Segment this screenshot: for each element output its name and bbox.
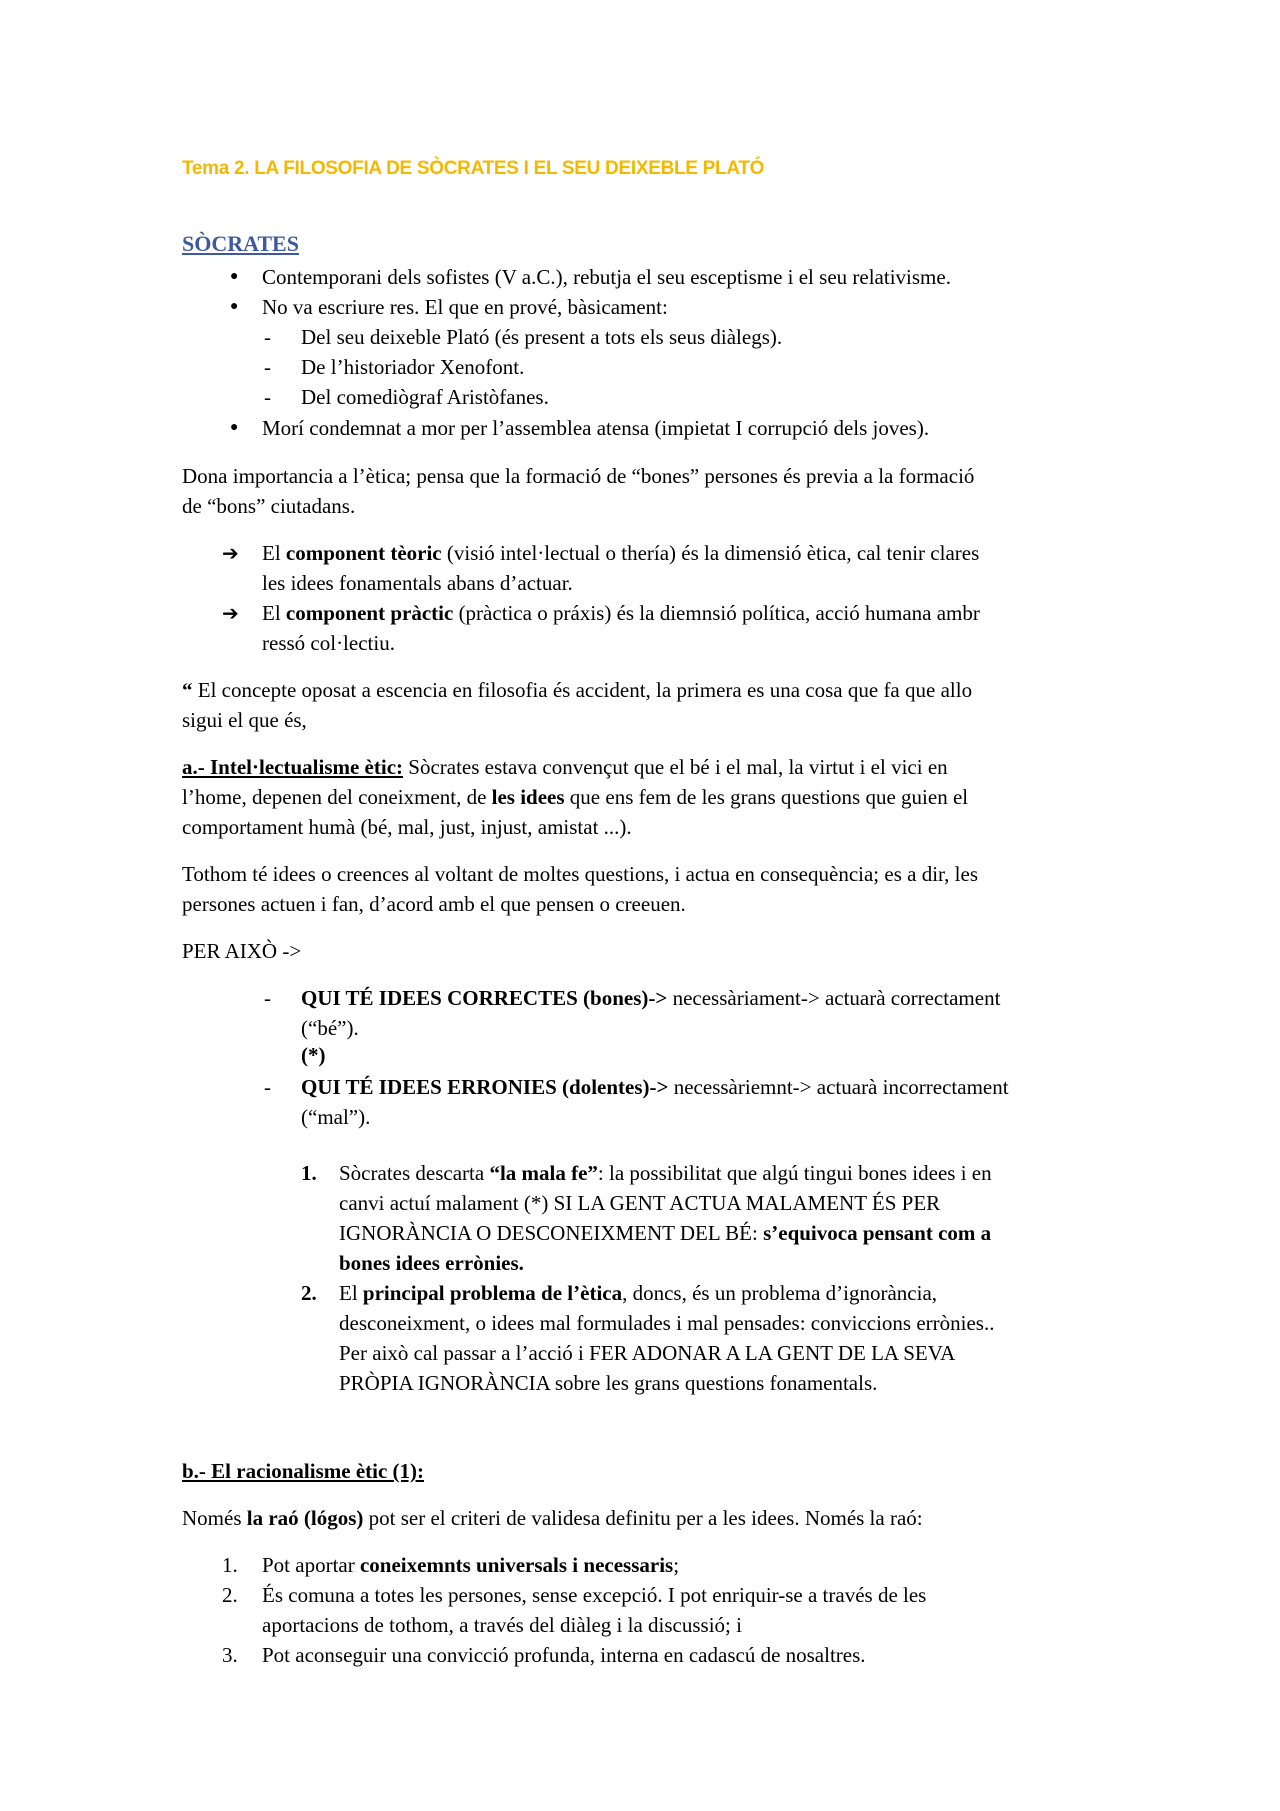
point-mala-fe-l2: canvi actuí malament (*) SI LA GENT ACTUA MALAMENT ÉS PER: [339, 1191, 941, 1215]
dash-marker: -: [264, 986, 271, 1010]
point-mala-fe-l3: IGNORÀNCIA O DESCONEIXMENT DEL BÉ: s’equivoca pensant com a: [339, 1221, 992, 1245]
arrow-right-icon: ➔: [222, 541, 239, 565]
bullet-contemporani: Contemporani dels sofistes (V a.C.), rebutja el seu esceptisme i el seu relativisme.: [262, 265, 951, 289]
source-xenofont: De l’historiador Xenofont.: [301, 355, 525, 379]
reason-item-3: Pot aconseguir una convicció profunda, interna en cadascú de nosaltres.: [262, 1643, 866, 1667]
dash-marker: -: [264, 1075, 271, 1099]
bullet-icon: ●: [230, 269, 239, 284]
quote-concepte-l2: sigui el que és,: [182, 708, 307, 732]
case-correctes-l1: QUI TÉ IDEES CORRECTES (bones)-> necessàriament-> actuarà correctament: [301, 986, 1001, 1010]
source-plato: Del seu deixeble Plató (és present a tots els seus diàlegs).: [301, 325, 783, 349]
component-practic-l1: El component pràctic (pràctica o práxis) és la diemnsió política, acció humana ambr: [262, 601, 980, 625]
list-number: 2.: [222, 1583, 238, 1607]
paragraph-tothom-l2: persones actuen i fan, d’acord amb el que pensen o creeuen.: [182, 892, 686, 916]
section-heading-socrates: SÒCRATES: [182, 231, 299, 256]
case-correctes-l2: (“bé”).: [301, 1016, 359, 1040]
point-problema-l3: Per això cal passar a l’acció i FER ADONAR A LA GENT DE LA SEVA: [339, 1341, 956, 1365]
bullet-mori-condemnat: Morí condemnat a mor per l’assemblea atensa (impietat I corrupció dels joves).: [262, 416, 930, 440]
point-problema-l1: El principal problema de l’ètica, doncs, és un problema d’ignorància,: [339, 1281, 938, 1305]
asterisk-note: (*): [301, 1043, 326, 1067]
section-a-l1: a.- Intel·lectualisme ètic: Sòcrates estava convençut que el bé i el mal, la virtut i el vici en: [182, 755, 948, 779]
point-mala-fe-l1: Sòcrates descarta “la mala fe”: la possibilitat que algú tingui bones idees i en: [339, 1161, 992, 1185]
quote-concepte-l1: “ El concepte oposat a escencia en filosofia és accident, la primera es una cosa que fa que allo: [182, 678, 973, 702]
component-teoric-l1: El component tèoric (visió intel·lectual o thería) és la dimensió ètica, cal tenir clares: [262, 541, 980, 565]
section-b-intro: Només la raó (lógos) pot ser el criteri de validesa definitu per a les idees. Només la raó:: [182, 1506, 923, 1530]
bullet-icon: ●: [230, 420, 239, 435]
list-number: 1.: [301, 1161, 317, 1185]
per-aixo-label: PER AIXÒ ->: [182, 939, 302, 963]
dash-marker: -: [264, 385, 271, 409]
source-aristofanes: Del comediògraf Aristòfanes.: [301, 385, 549, 409]
document-title: Tema 2. LA FILOSOFIA DE SÒCRATES I EL SEU DEIXEBLE PLATÓ: [182, 158, 765, 179]
reason-item-1: Pot aportar coneixemnts universals i necessaris;: [262, 1553, 680, 1577]
case-erronies-l1: QUI TÉ IDEES ERRONIES (dolentes)-> necessàriemnt-> actuarà incorrectament: [301, 1075, 1009, 1099]
paragraph-etica-l2: de “bons” ciutadans.: [182, 494, 356, 518]
dash-marker: -: [264, 355, 271, 379]
bullet-no-va-escriure: No va escriure res. El que en prové, bàsicament:: [262, 295, 668, 319]
arrow-right-icon: ➔: [222, 601, 239, 625]
component-teoric-l2: les idees fonamentals abans d’actuar.: [262, 571, 573, 595]
reason-item-2-l1: És comuna a totes les persones, sense excepció. I pot enriquir-se a través de les: [262, 1583, 927, 1607]
point-problema-l2: desconeixment, o idees mal formulades i mal pensades: conviccions errònies..: [339, 1311, 995, 1335]
dash-marker: -: [264, 325, 271, 349]
section-a-l3: comportament humà (bé, mal, just, injust, amistat ...).: [182, 815, 632, 839]
case-erronies-l2: (“mal”).: [301, 1105, 371, 1129]
list-number: 2.: [301, 1281, 317, 1305]
component-practic-l2: ressó col·lectiu.: [262, 631, 395, 655]
paragraph-etica-l1: Dona importancia a l’ètica; pensa que la formació de “bones” persones és previa a la formació: [182, 464, 975, 488]
reason-item-2-l2: aportacions de tothom, a través del diàleg i la discussió; i: [262, 1613, 742, 1637]
section-a-l2: l’home, depenen del coneixment, de les idees que ens fem de les grans questions que guien el: [182, 785, 969, 809]
list-number: 3.: [222, 1643, 238, 1667]
paragraph-tothom-l1: Tothom té idees o creences al voltant de moltes questions, i actua en consequència; es a dir, les: [182, 862, 979, 886]
section-b-heading: b.- El racionalisme ètic (1):: [182, 1459, 425, 1483]
bullet-icon: ●: [230, 299, 239, 314]
point-mala-fe-l4: bones idees errònies.: [339, 1251, 524, 1275]
list-number: 1.: [222, 1553, 238, 1577]
point-problema-l4: PRÒPIA IGNORÀNCIA sobre les grans questions fonamentals.: [339, 1371, 878, 1395]
